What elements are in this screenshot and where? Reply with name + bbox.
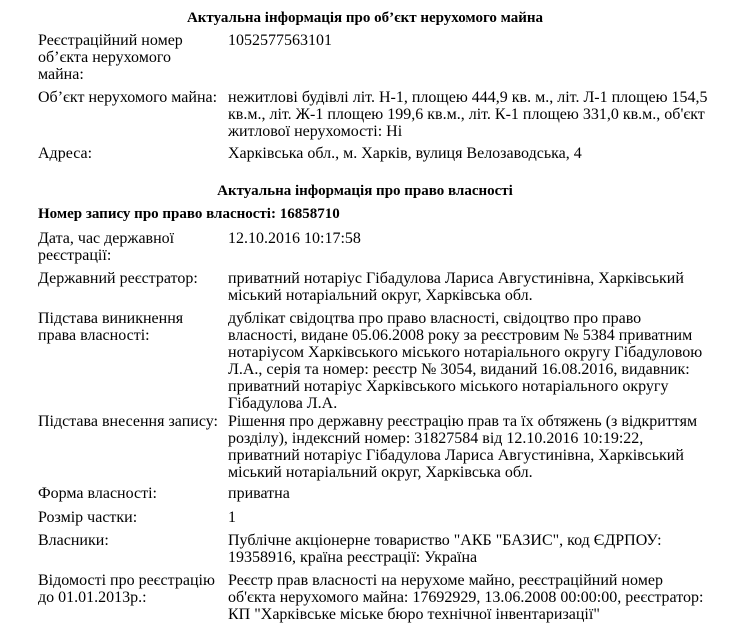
field-value: приватна [228, 485, 290, 502]
field-label: Державний реєстратор: [38, 270, 198, 287]
field-value: дублікат свідоцтва про право власності, свідоцтво про право власності, видане 05.06.2008 року за реєстровим № 5384 приватним нотаріусом Харківського міського нотаріального округу Гібадуловою Л.А., серія та номер: реєстр № 3054, виданий 16.08.2016, видавник: приватний нотаріус Харківського міського нотаріального округу Гібадулова Л.А. [228, 310, 703, 412]
field-label: Форма власності: [38, 485, 157, 502]
field-value: 1 [228, 509, 236, 526]
field-value: Рішення про державну реєстрацію прав та їх обтяжень (з відкриттям розділу), індексний номер: 31827584 від 12.10.2016 10:19:22, приватний нотаріус Гібадулова Лариса Августинівна, Харківський міський нотаріальний округ, Харківська обл. [228, 413, 698, 481]
field-value: Харківська обл., м. Харків, вулиця Велозаводська, 4 [228, 145, 582, 162]
field-value: нежитлові будівлі літ. Н-1, площею 444,9 кв. м., літ. Л-1 площею 154,5 кв.м., літ. Ж-1 площею 199,6 кв.м., літ. К-1 площею 331,0 кв.м., об'єкт житлової нерухомості: Ні [228, 89, 708, 140]
field-value: 1052577563101 [228, 32, 332, 49]
field-label: Підстава внесення запису: [38, 413, 218, 430]
object-section-title: Актуальна інформація про об’єкт нерухомого майна [186, 10, 544, 26]
field-label: Реєстраційний номер об’єкта нерухомого майна: [38, 32, 183, 83]
ownership-record-number: Номер запису про право власності: 16858710 [38, 206, 340, 222]
ownership-section-title: Актуальна інформація про право власності [217, 183, 513, 199]
field-label: Адреса: [38, 145, 93, 162]
field-label: Дата, час державної реєстрації: [38, 230, 175, 264]
field-label: Підстава виникнення права власності: [38, 310, 184, 344]
field-label: Власники: [38, 532, 109, 549]
field-value: Реєстр прав власності на нерухоме майно, реєстраційний номер об'єкта нерухомого майна: 17692929, 13.06.2008 00:00:00, реєстратор: КП "Харківське міське бюро технічної інвентаризації" [228, 572, 704, 623]
field-value: 12.10.2016 10:17:58 [228, 230, 361, 247]
field-value: Публічне акціонерне товариство "АКБ "БАЗИС", код ЄДРПОУ: 19358916, країна реєстрації: Україна [228, 532, 662, 566]
field-label: Відомості про реєстрацію до 01.01.2013р.: [38, 572, 215, 606]
field-label: Розмір частки: [38, 509, 138, 526]
field-label: Об’єкт нерухомого майна: [38, 89, 218, 106]
field-value: приватний нотаріус Гібадулова Лариса Августинівна, Харківський міський нотаріальний округ, Харківська обл. [228, 270, 684, 304]
